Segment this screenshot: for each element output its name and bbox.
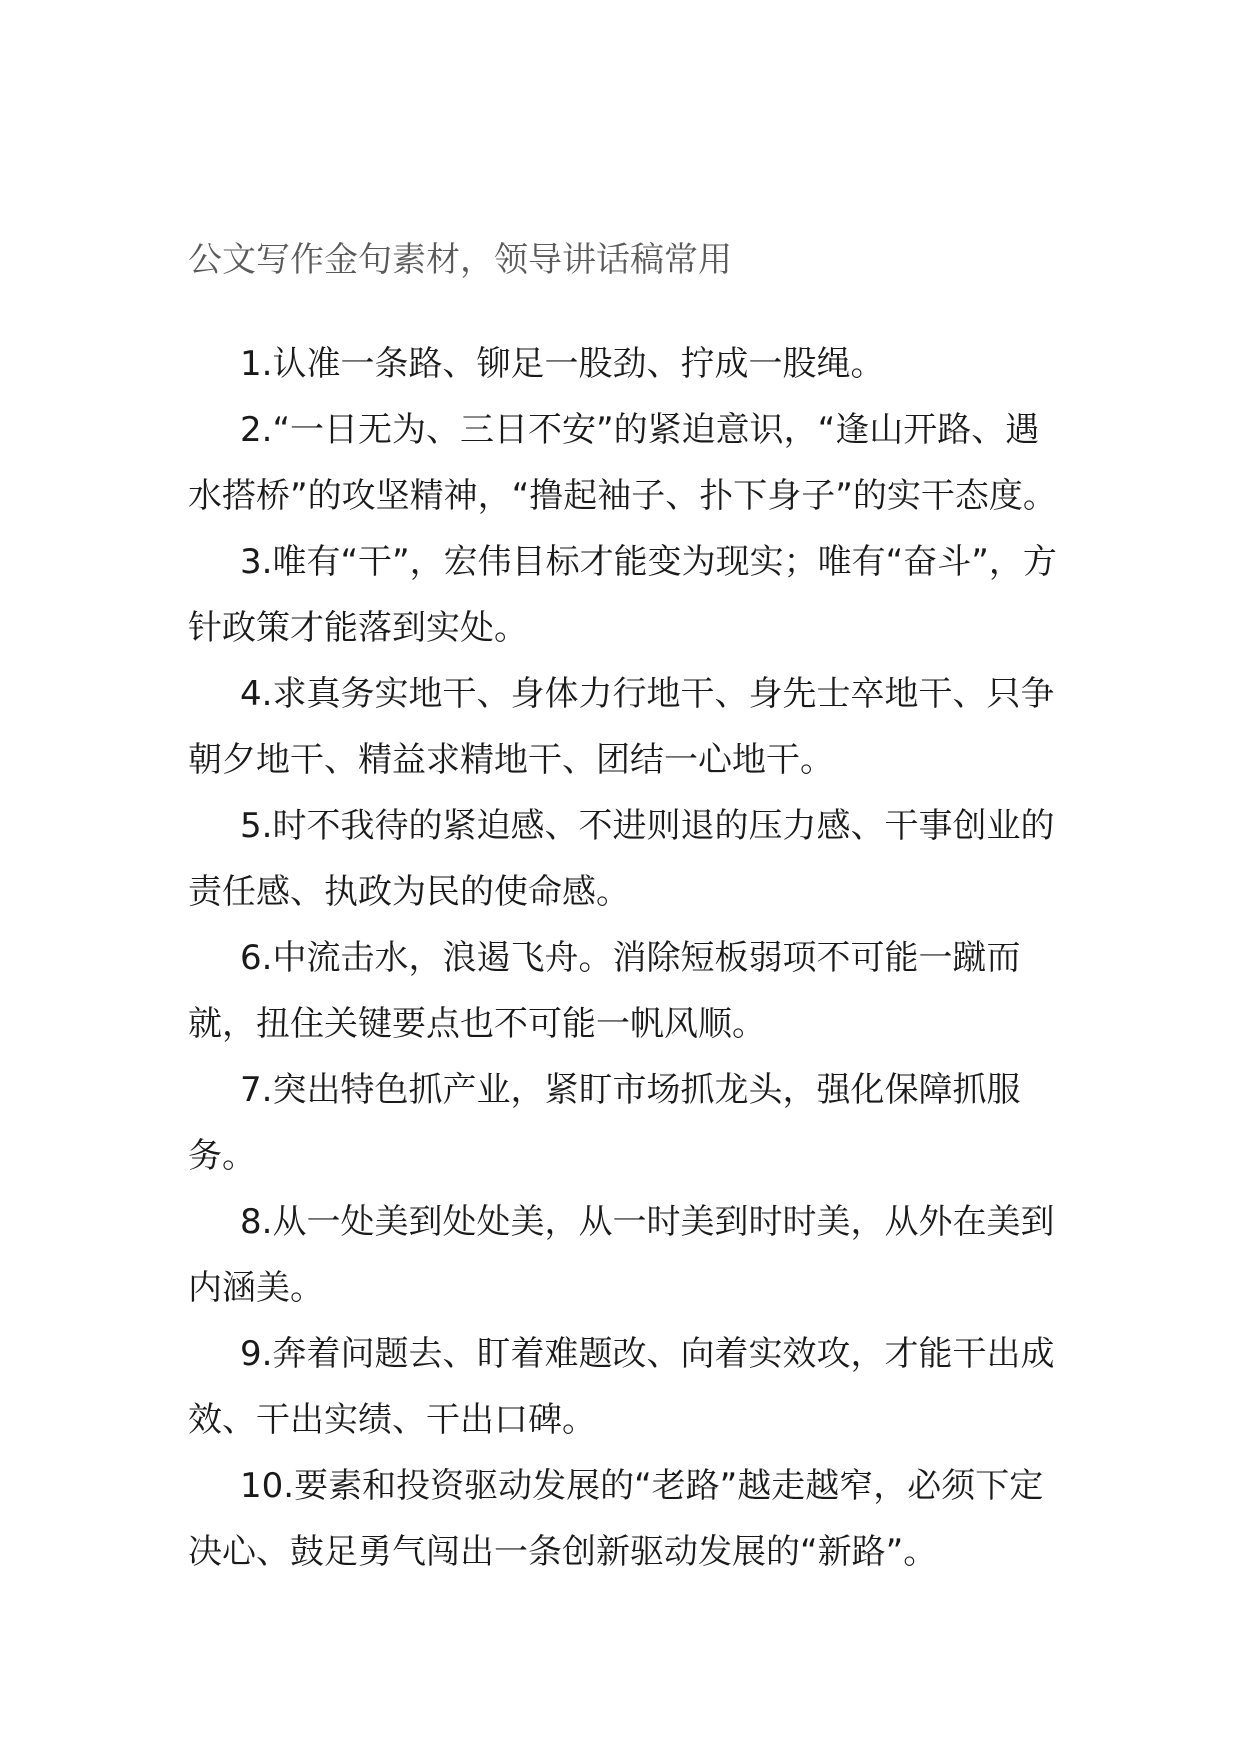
phrase-item-5: 5.时不我待的紧迫感、不进则退的压力感、干事创业的责任感、执政为民的使命感。	[188, 806, 1055, 912]
phrase-item-4: 4.求真务实地干、身体力行地干、身先士卒地干、只争朝夕地干、精益求精地干、团结一心地干。	[188, 674, 1055, 780]
document-title: 公文写作金句素材，领导讲话稿常用	[188, 240, 732, 280]
phrase-item-1: 1.认准一条路、铆足一股劲、拧成一股绳。	[240, 344, 885, 384]
phrase-item-7: 7.突出特色抓产业，紧盯市场抓龙头，强化保障抓服务。	[188, 1070, 1021, 1176]
phrase-item-9: 9.奔着问题去、盯着难题改、向着实效攻，才能干出成效、干出实绩、干出口碑。	[188, 1334, 1055, 1440]
phrase-item-3: 3.唯有“干”，宏伟目标才能变为现实；唯有“奋斗”，方针政策才能落到实处。	[188, 542, 1057, 648]
phrase-item-10: 10.要素和投资驱动发展的“老路”越走越窄，必须下定决心、鼓足勇气闯出一条创新驱动发展的“新路”。	[188, 1466, 1044, 1572]
phrase-list	[188, 331, 1068, 1585]
phrase-item-6: 6.中流击水，浪遏飞舟。消除短板弱项不可能一蹴而就，扭住关键要点也不可能一帆风顺。	[188, 938, 1021, 1044]
phrase-item-2: 2.“一日无为、三日不安”的紧迫意识，“逢山开路、遇水搭桥”的攻坚精神，“撸起袖子、扑下身子”的实干态度。	[188, 410, 1057, 516]
phrase-item-8: 8.从一处美到处处美，从一时美到时时美，从外在美到内涵美。	[188, 1202, 1055, 1308]
